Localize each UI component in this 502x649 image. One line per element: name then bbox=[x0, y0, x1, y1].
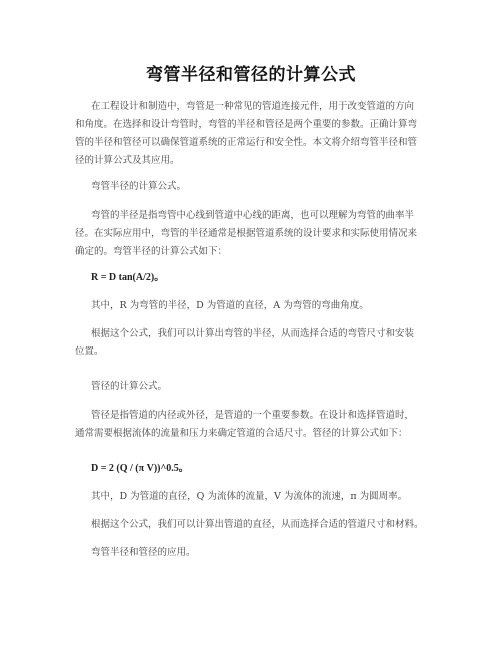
text-line: 通常需要根据流体的流量和压力来确定管道的合适尺寸。管径的计算公式如下： bbox=[75, 428, 408, 439]
text-line: 径。在实际应用中，弯管的半径通常是根据管道系统的设计要求和实际使用情况来 bbox=[75, 228, 418, 239]
text-line: 管的半径和管径可以确保管道系统的正常运行和安全性。本文将介绍弯管半径和管 bbox=[75, 137, 418, 148]
bend-radius-variables bbox=[75, 297, 433, 315]
pipe-diameter-formula bbox=[75, 460, 433, 478]
section-heading-pipe-diameter bbox=[75, 378, 433, 396]
section-heading-bend-radius bbox=[75, 178, 433, 196]
text-line: 弯管的半径是指弯管中心线到管道中心线的距离，也可以理解为弯管的曲率半 bbox=[91, 210, 415, 221]
pipe-diameter-usage bbox=[75, 516, 433, 534]
text-line: 弯管半径的计算公式。 bbox=[91, 181, 187, 192]
text-line: 弯管半径和管径的应用。 bbox=[91, 547, 196, 558]
bend-radius-paragraph bbox=[75, 207, 433, 261]
pipe-diameter-paragraph bbox=[75, 407, 433, 443]
text-line: 其中，D 为管道的直径，Q 为流体的流量，V 为流体的流速，π 为圆周率。 bbox=[91, 491, 408, 502]
text-line: 径的计算公式及其应用。 bbox=[75, 155, 180, 166]
text-line: 管径是指管道的内径或外径，是管道的一个重要参数。在设计和选择管道时， bbox=[91, 410, 415, 421]
formula-line: R = D tan(A/2)。 bbox=[91, 272, 165, 283]
intro-paragraph bbox=[75, 98, 433, 170]
bend-radius-usage bbox=[75, 325, 433, 361]
text-line: 其中，R 为弯管的半径，D 为管道的直径，A 为弯管的弯曲角度。 bbox=[91, 300, 369, 311]
section-heading-application bbox=[75, 544, 433, 562]
text-line: 根据这个公式，我们可以计算出弯管的半径，从而选择合适的弯管尺寸和安装 bbox=[91, 328, 415, 339]
text-line: 在工程设计和制造中，弯管是一种常见的管道连接元件，用于改变管道的方向 bbox=[91, 101, 415, 112]
formula-line: D = 2 (Q / (π V))^0.5。 bbox=[91, 463, 189, 474]
text-line: 确定的。弯管半径的计算公式如下： bbox=[75, 246, 228, 257]
text-line: 根据这个公式，我们可以计算出管道的直径，从而选择合适的管道尺寸和材料。 bbox=[91, 519, 424, 530]
pipe-diameter-variables bbox=[75, 488, 433, 506]
text-line: 管径的计算公式。 bbox=[91, 381, 168, 392]
bend-radius-formula bbox=[75, 269, 433, 287]
document-title: 弯管半径和管径的计算公式 bbox=[146, 65, 356, 85]
text-line: 位置。 bbox=[75, 346, 104, 357]
text-line: 和角度。在选择和设计弯管时，弯管的半径和管径是两个重要的参数。正确计算弯 bbox=[75, 119, 418, 130]
